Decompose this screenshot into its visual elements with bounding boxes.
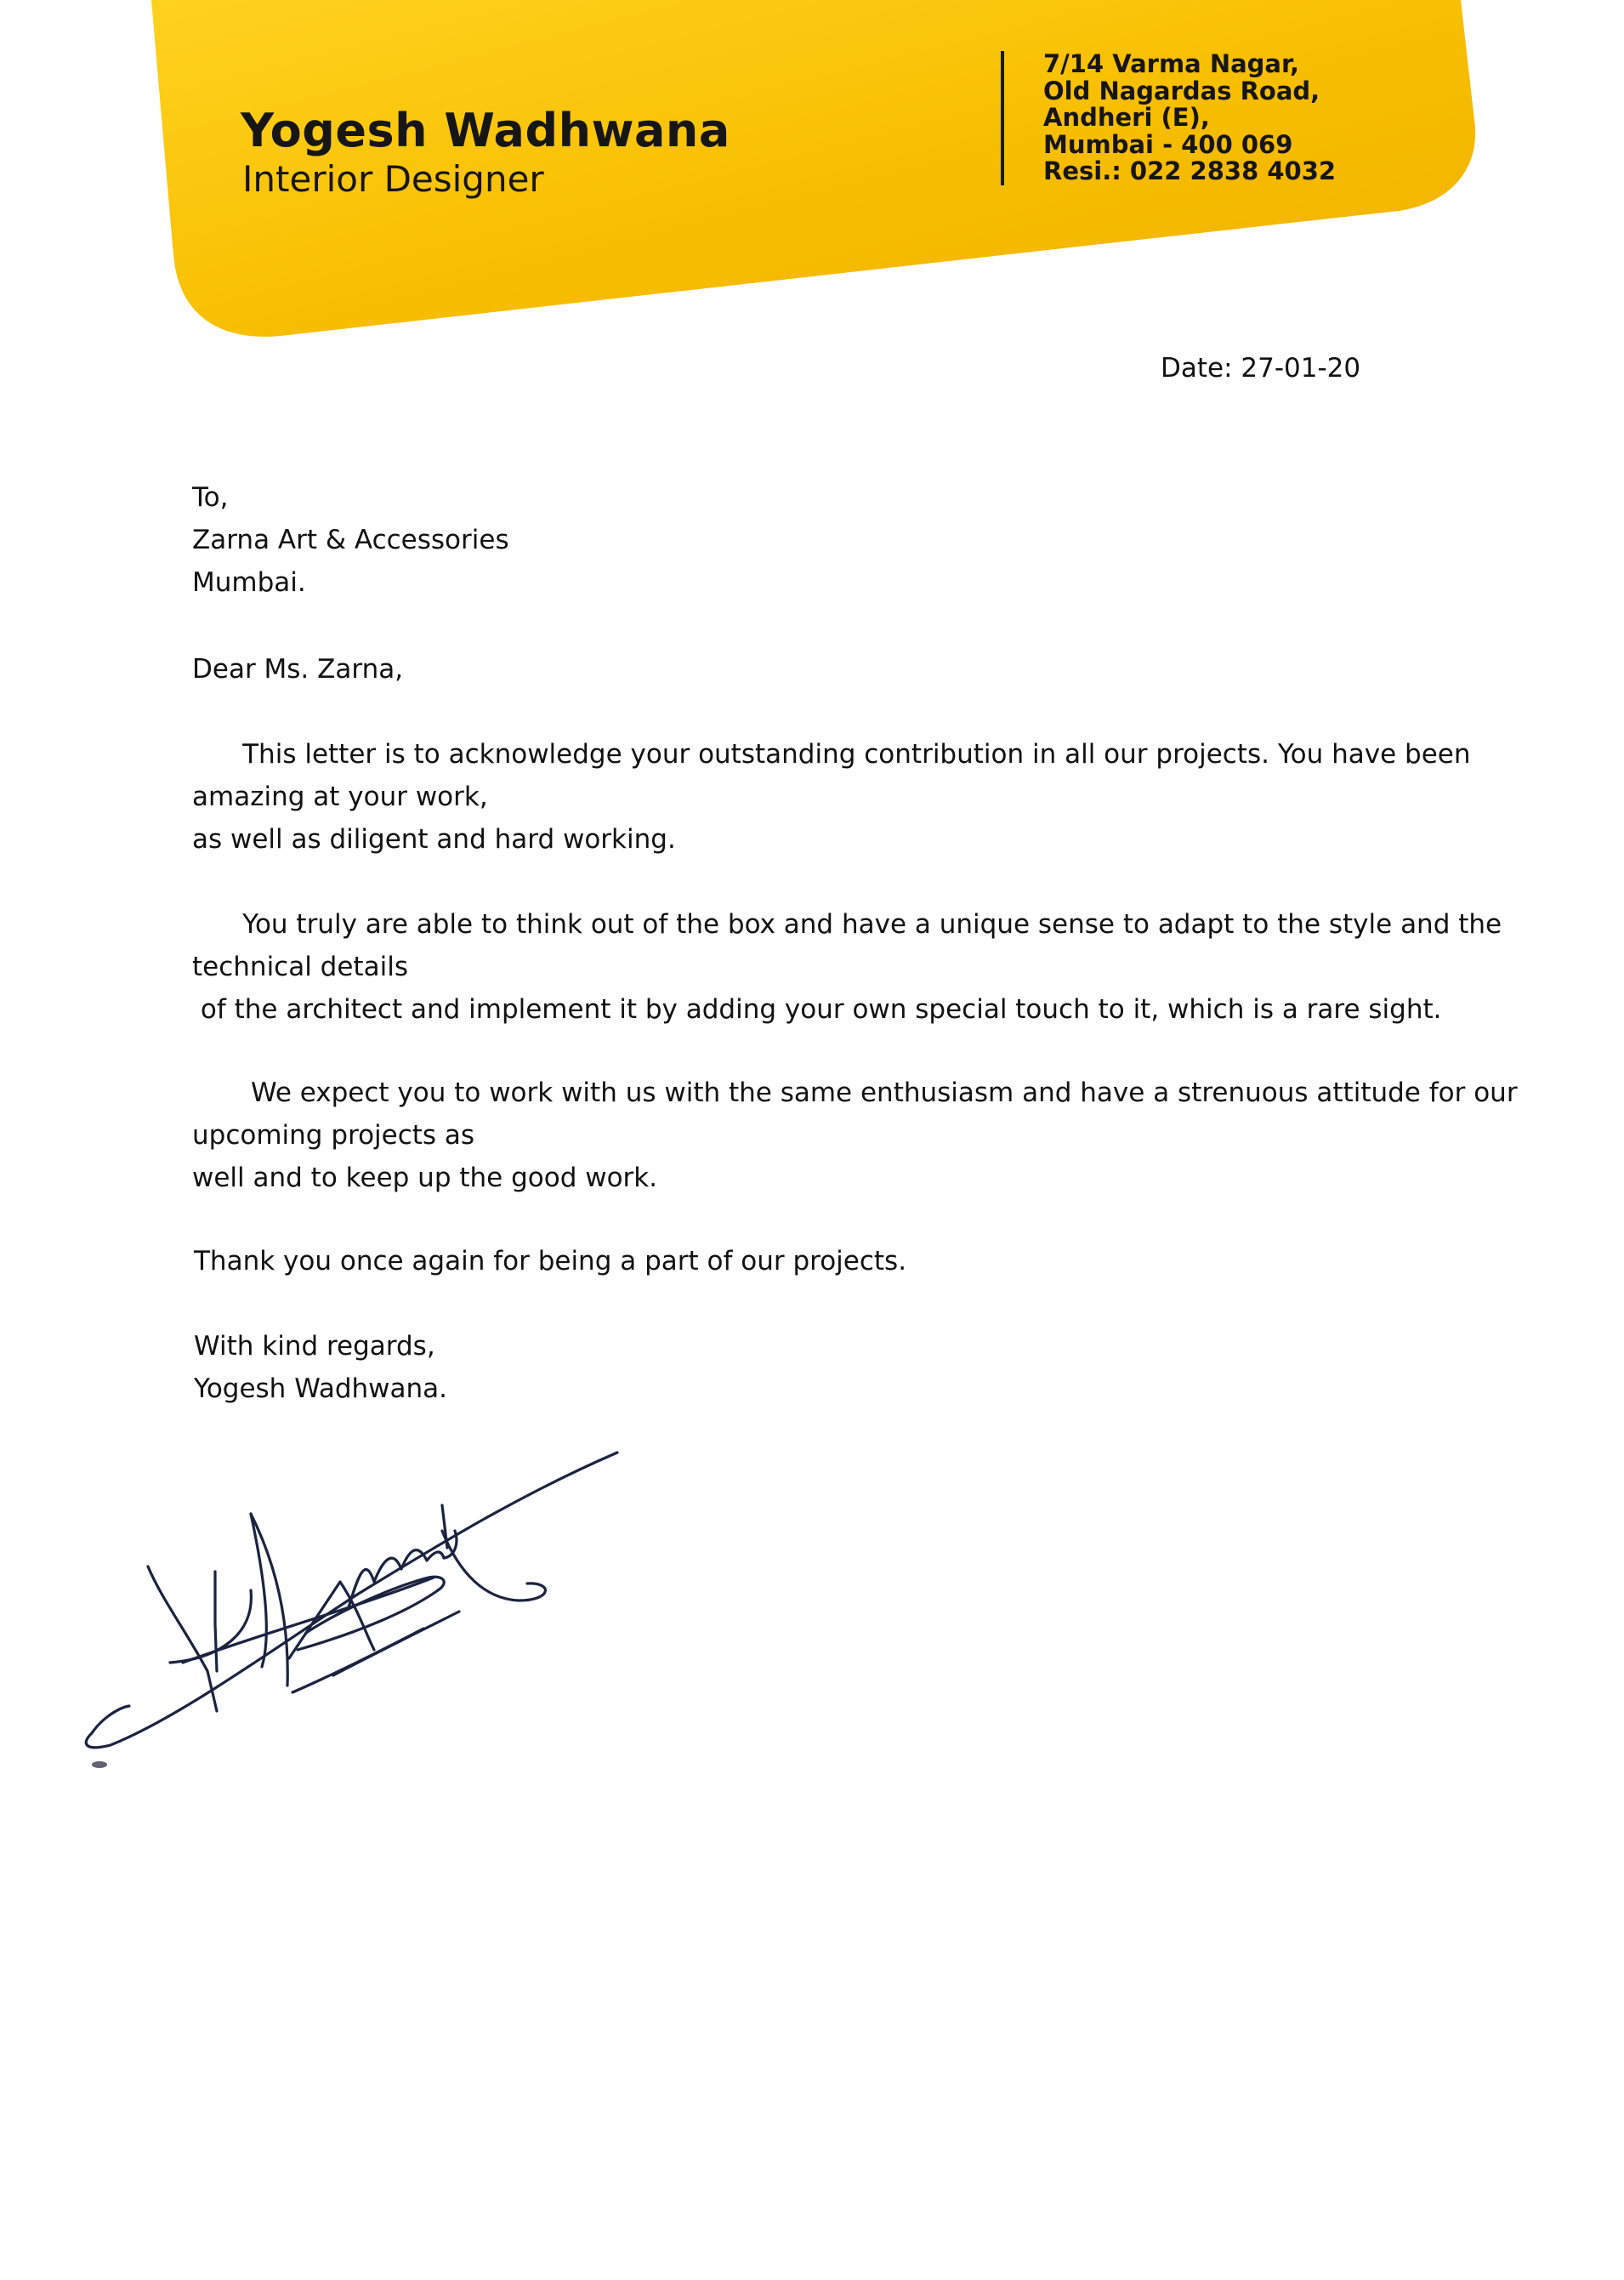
address-line: Resi.: 022 2838 4032 (1043, 156, 1337, 185)
closing-regards: With kind regards, (194, 1331, 435, 1362)
paragraph-line: technical details (192, 952, 408, 982)
recipient-company: Zarna Art & Accessories (192, 525, 509, 555)
closing-signatory: Yogesh Wadhwana. (194, 1373, 448, 1404)
paragraph-line: as well as diligent and hard working. (192, 824, 676, 855)
paragraph-line: of the architect and implement it by adding your own special touch to it, which is a rare sight. (192, 994, 1442, 1025)
letterhead-title: Interior Designer (242, 158, 544, 200)
paragraph-line: We expect you to work with us with the same enthusiasm and have a strenuous attitude for our (192, 1077, 1518, 1108)
address-line: Andheri (E), (1043, 103, 1210, 132)
address-line: 7/14 Varma Nagar, (1043, 49, 1300, 78)
address-line: Old Nagardas Road, (1043, 76, 1320, 105)
ink-smudge (90, 1759, 109, 1771)
paragraph-line: This letter is to acknowledge your outstanding contribution in all our projects. You have been (192, 739, 1471, 770)
paragraph-line: upcoming projects as (192, 1120, 475, 1151)
body-paragraph (192, 1072, 1518, 1199)
address-divider (1001, 51, 1004, 185)
paragraph-line: amazing at your work, (192, 782, 488, 812)
address-line: Mumbai - 400 069 (1043, 129, 1293, 159)
salutation: Dear Ms. Zarna, (192, 654, 404, 685)
thanks-line: Thank you once again for being a part of our projects. (194, 1246, 907, 1276)
recipient-block (192, 476, 509, 604)
body-paragraph (192, 733, 1471, 861)
handwritten-signature (77, 1378, 638, 1794)
letter-date: Date: 27-01-20 (1161, 353, 1361, 384)
body-paragraph (192, 903, 1502, 1031)
letterhead-name: Yogesh Wadhwana (241, 104, 730, 157)
letterhead-address (1043, 51, 1336, 185)
paragraph-line: You truly are able to think out of the box and have a unique sense to adapt to the style and the (192, 909, 1502, 940)
recipient-to: To, (192, 482, 229, 513)
paragraph-line: well and to keep up the good work. (192, 1163, 658, 1193)
recipient-city: Mumbai. (192, 567, 306, 598)
